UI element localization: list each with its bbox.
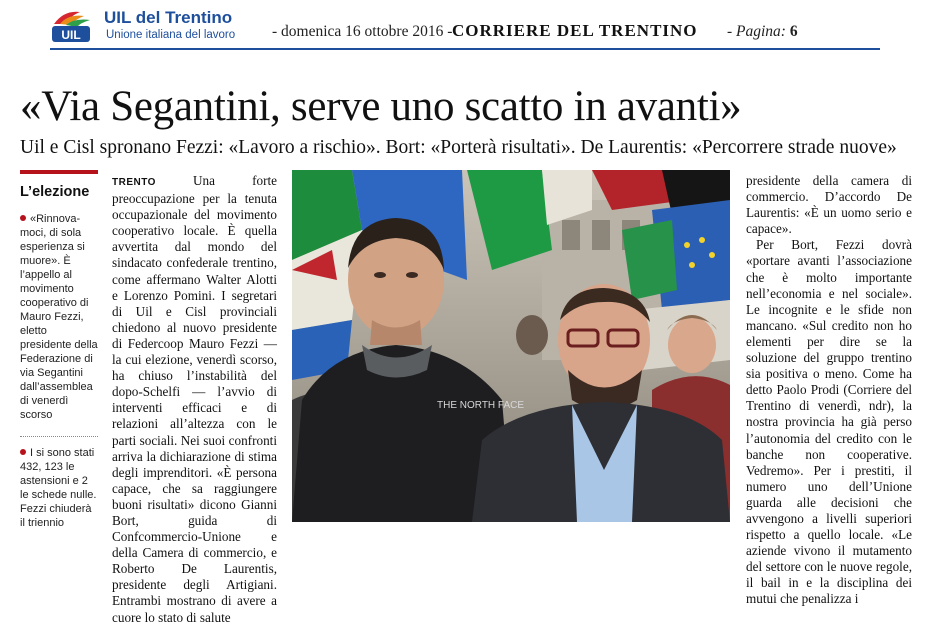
page-label: - Pagina: <box>727 23 786 40</box>
article-headline: «Via Segantini, serve uno scatto in avanti» <box>20 83 742 130</box>
sidebar-item-text: «Rinnova-moci, di sola esperienza si muore». È l’appello al movimento cooperativo di Mauro Fezzi, eletto presidente della Federazione di via Segantini dall’assemblea di venerdì scorso <box>20 213 98 421</box>
bullet-icon <box>20 449 26 455</box>
issue-date: - domenica 16 ottobre 2016 - <box>272 23 453 40</box>
page-header <box>0 0 926 52</box>
column-3-paragraph: Per Bort, Fezzi dovrà «portare avanti l’associazione che è molto importante nell’economia e nel sociale». Le incognite e le sfide non mancano. «Sul credito non ho elementi per dire se la soluzione del gruppo trentino sia positiva o meno. Come ha detto Paolo Prodi (Corriere del Trentino di venerdì, ndr), la nostra provincia ha già perso l’autonomia del credito con le banche non cooperative. Vedremo». Per i prestiti, il numero uno dell’Unione guarda alle decisioni che avvengono a livelli superiori rispetto a quello locale. «Le aziende vivono il mutamento del settore con le nuove regole, il bail in e la disciplina dei mutui che penalizza i <box>746 237 912 607</box>
bullet-icon <box>20 215 26 221</box>
sidebar-divider <box>20 436 98 437</box>
sidebar-item-text: I si sono stati 432, 123 le astensioni e 2 le schede nulle. Fezzi chiuderà il triennio <box>20 447 97 529</box>
svg-text:THE NORTH FACE: THE NORTH FACE <box>437 400 525 411</box>
header-divider <box>50 48 880 50</box>
newspaper-name: CORRIERE DEL TRENTINO <box>452 21 698 40</box>
page-indicator <box>727 23 798 41</box>
sidebar-item <box>20 212 98 422</box>
uil-logo-icon <box>50 8 94 44</box>
sidebar-rule <box>20 170 98 174</box>
article-column-3 <box>746 173 912 608</box>
sidebar-title: L’elezione <box>20 184 90 200</box>
page-number: 6 <box>789 23 798 40</box>
article-column-1 <box>112 173 277 626</box>
svg-text:UIL: UIL <box>61 28 81 42</box>
article-photo <box>292 170 730 522</box>
sidebar-box <box>20 170 98 529</box>
column-1-text: Una forte preoccupazione per la tenuta occupazionale del movimento cooperativo locale. È quella avvertita dal mondo del sindacato confederale trentino, come affermano Walter Alotti e Lorenzo Pomini. I segretari di Uil e Cisl provinciali chiedono al nuovo presidente di Federcoop Mauro Fezzi — la cui elezione, venerdì scorso, ha chiuso l’instabilità del dopo-Schelfi — l’avvio di interventi efficaci e di relazioni all’altezza con le parti sociali. Nei suoi confronti arriva la dichiarazione di stima degli imprenditori. «È persona capace, che sa raggiungere buoni risultati» dicono Gianni Bort, guida di Confcommercio-Unione e della Camera di commercio, e Roberto De Laurentis, presidente degli Artigiani. Entrambi mostrano di avere a cuore lo stato di salute <box>112 173 277 625</box>
org-subtitle: Unione italiana del lavoro <box>106 29 236 41</box>
org-name: UIL del Trentino <box>104 8 233 27</box>
dateline: TRENTO <box>112 177 156 188</box>
photo-illustration <box>292 170 730 522</box>
column-3-paragraph: presidente della camera di commercio. D’accordo De Laurentis: «È un uomo serio e capace». <box>746 173 912 237</box>
sidebar-item <box>20 446 98 530</box>
article-subheadline: Uil e Cisl spronano Fezzi: «Lavoro a rischio». Bort: «Porterà risultati». De Laurentis: «Percorrere strade nuove» <box>20 137 897 158</box>
